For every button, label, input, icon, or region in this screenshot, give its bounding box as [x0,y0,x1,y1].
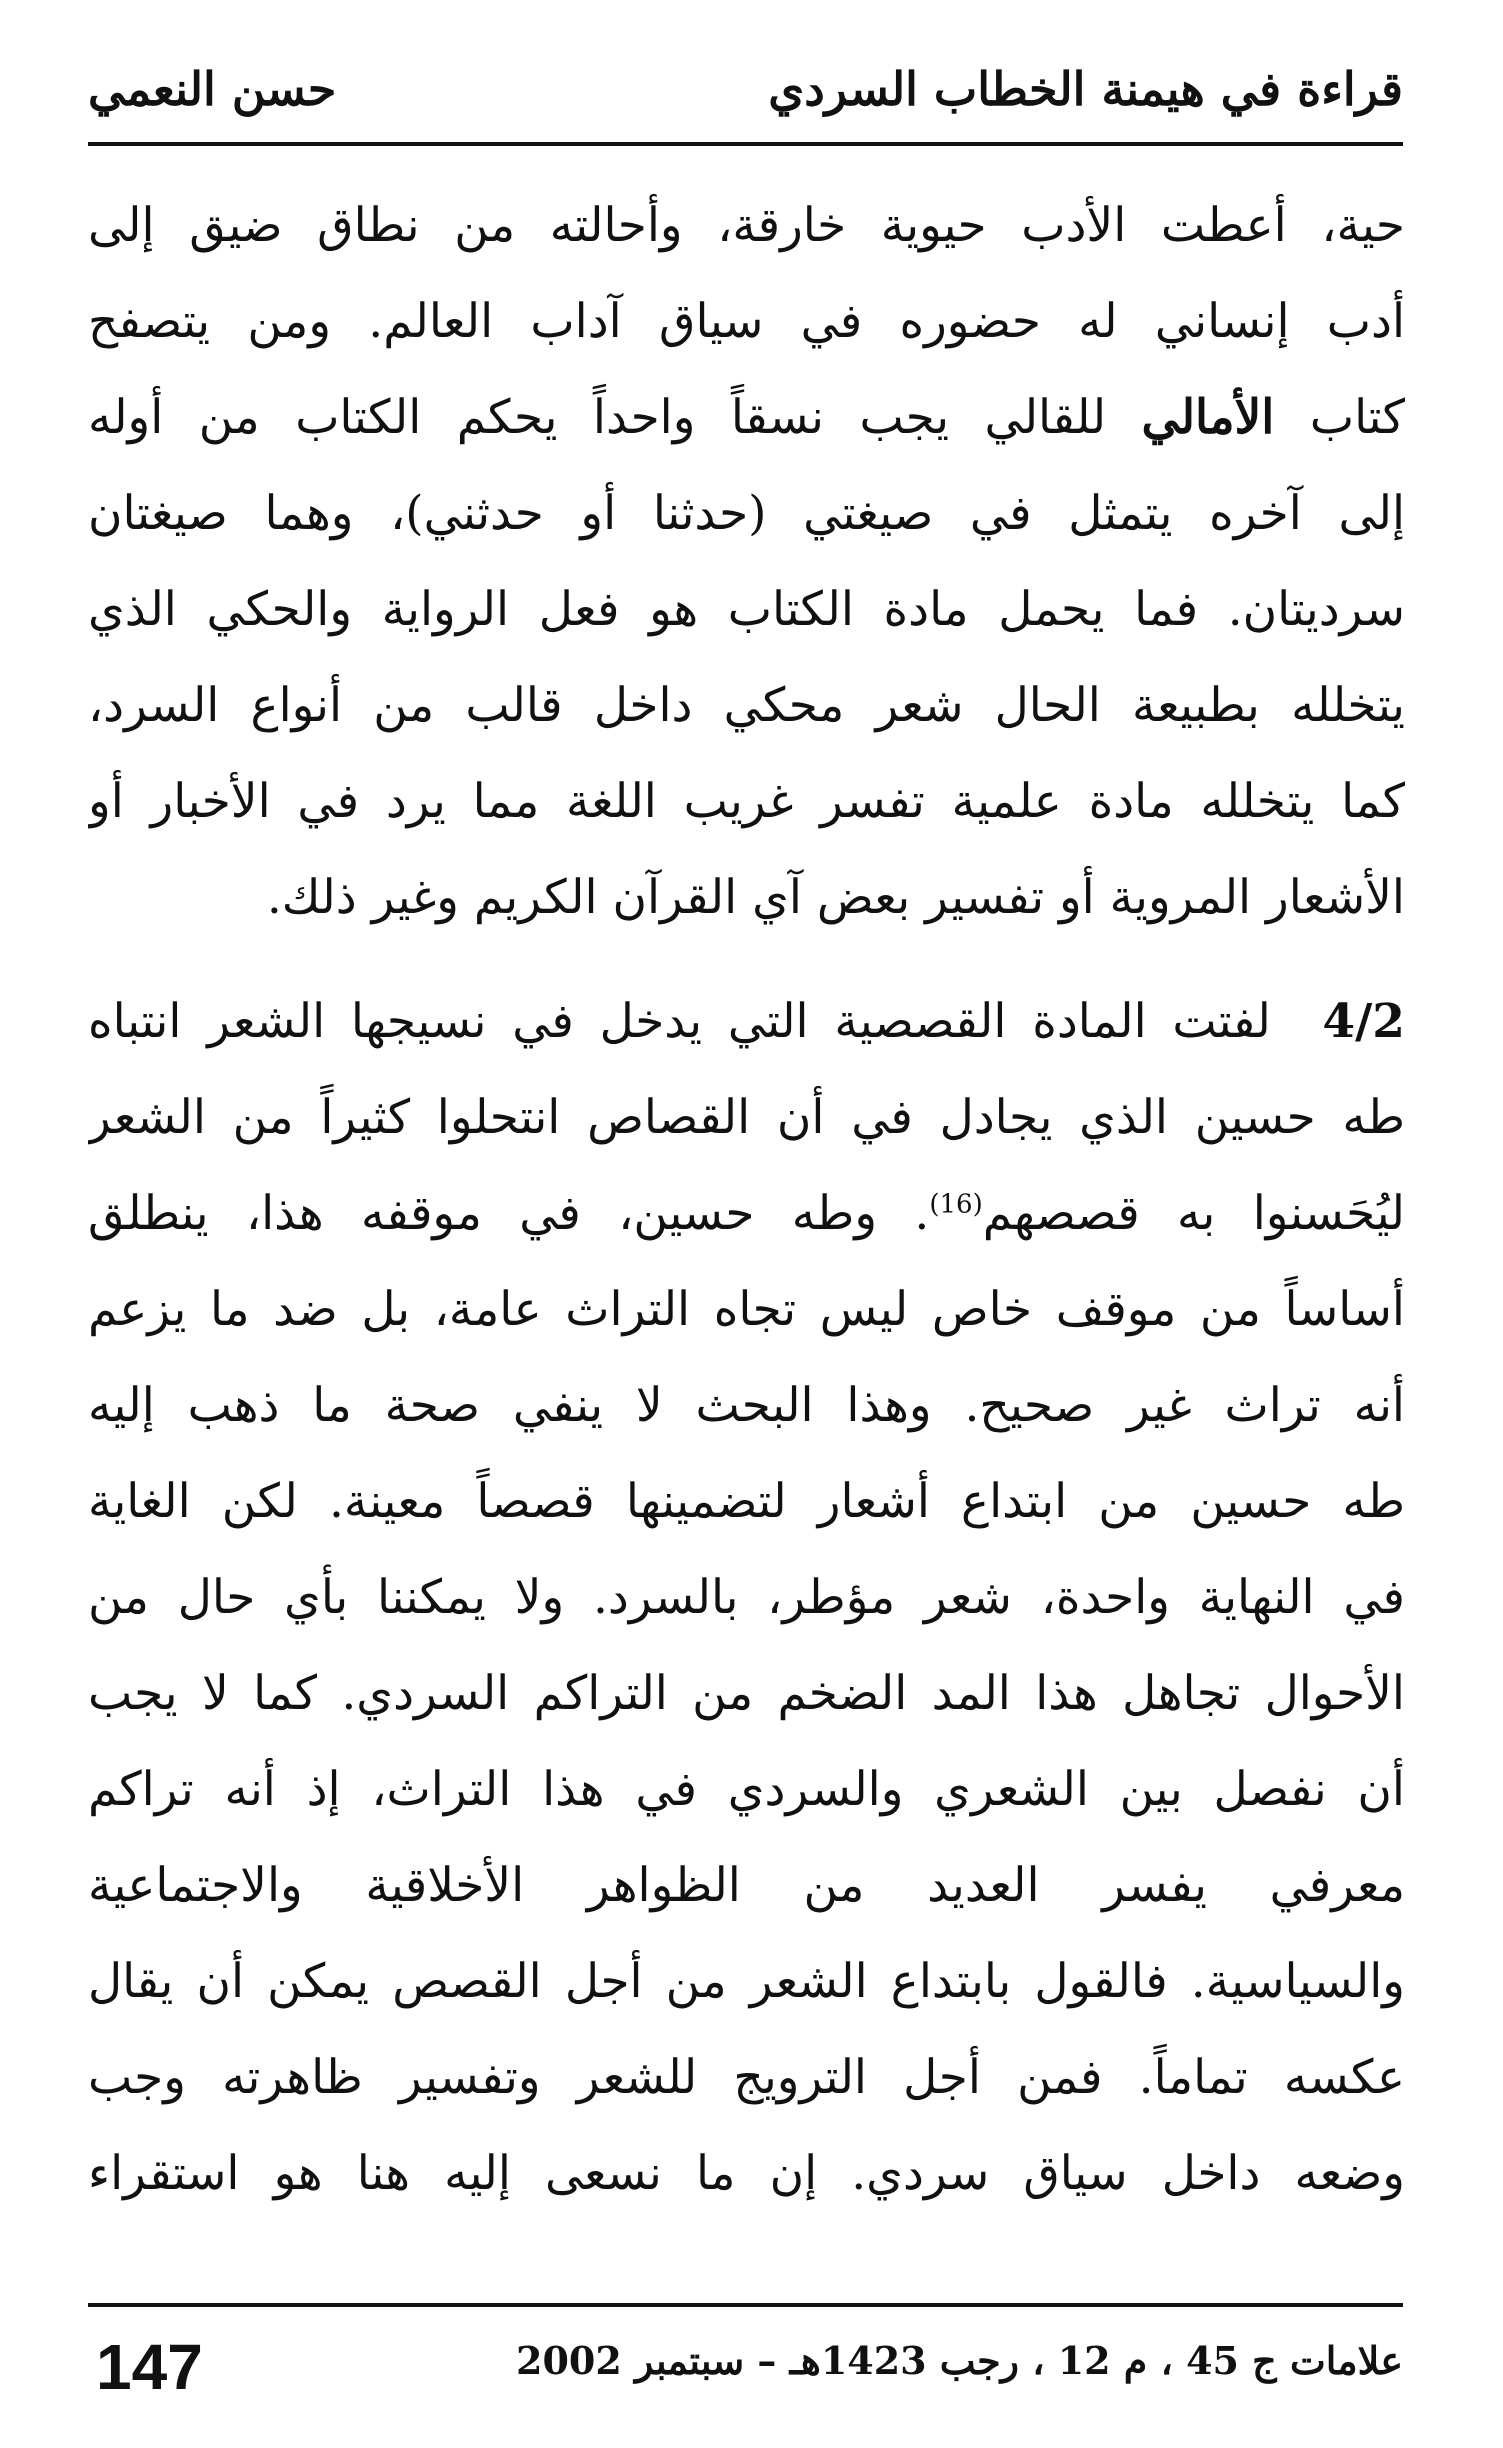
text-line: إلى آخره يتمثل في صيغتي (حدثنا أو حدثني)، وهما صيغتان [88,486,1405,541]
text-line: وضعه داخل سياق سردي. إن ما نسعى إليه هنا هو استقراء [88,2146,1405,2201]
text-line: الأحوال تجاهل هذا المد الضخم من التراكم السردي. كما لا يجب [88,1666,1405,1721]
text-line [88,370,1405,466]
text-line: الأشعار المروية أو تفسير بعض آي القرآن الكريم وغير ذلك. [266,870,1405,925]
text-line: أن نفصل بين الشعري والسردي في هذا التراث، إذ أنه تراكم [88,1762,1405,1817]
text-line [88,1166,1405,1262]
paragraph-1 [88,178,1405,946]
text-fragment: ل [1091,390,1142,445]
text-line: أساساً من موقف خاص ليس تجاه التراث عامة، بل ضد ما يزعم [88,1282,1405,1337]
author-name: حسن النعمي [88,62,337,116]
footnote-reference[interactable]: (16) [929,1189,983,1220]
body-text [88,178,1405,2222]
footer-divider [88,2303,1403,2307]
text-line: أدب إنساني له حضوره في سياق آداب العالم. ومن يتصفح [88,294,1405,349]
paragraph-gap [88,946,1405,974]
journal-citation: علامات ج 45 ، م 12 ، رجب 1423هـ – سبتمبر 2002 [516,2338,1403,2383]
text-fragment: لفتت المادة القصصية التي يدخل في نسيجها الشعر انتباه [88,994,1271,1049]
text-line: عكسه تماماً. فمن أجل الترويج للشعر وتفسير ظاهرته وجب [88,2050,1405,2105]
text-fragment: . وطه حسين، في موقفه هذا، ينطلق [88,1186,930,1241]
text-line: في النهاية واحدة، شعر مؤطر، بالسرد. ولا يمكننا بأي حال من [88,1570,1405,1625]
text-fragment: كتاب [1309,390,1405,445]
text-line: والسياسية. فالقول بابتداع الشعر من أجل القصص يمكن أن يقال [88,1954,1405,2009]
text-line: طه حسين من ابتداع أشعار لتضمينها قصصاً معينة. لكن الغاية [88,1474,1405,1529]
text-line: سرديتان. فما يحمل مادة الكتاب هو فعل الرواية والحكي الذي [88,582,1405,637]
section-number: 4/2 [1322,994,1405,1049]
page-number: 147 [96,2331,203,2403]
paragraph-2 [88,974,1405,2222]
book-title: الأمالي [1141,390,1275,445]
text-line: يتخلله بطبيعة الحال شعر محكي داخل قالب من أنواع السرد، [88,678,1405,733]
text-line [88,974,1405,1070]
text-fragment: ليُحَسنوا به قصصهم [982,1186,1405,1241]
running-title: قراءة في هيمنة الخطاب السردي [768,62,1403,116]
text-line: كما يتخلله مادة علمية تفسر غريب اللغة مما يرد في الأخبار أو [88,774,1405,829]
text-line: حية، أعطت الأدب حيوية خارقة، وأحالته من نطاق ضيق إلى [88,198,1405,253]
text-fragment: لقالي يجب نسقاً واحداً يحكم الكتاب من أوله [88,390,1092,445]
page-header [88,52,1403,146]
text-line: أنه تراث غير صحيح. وهذا البحث لا ينفي صحة ما ذهب إليه [88,1378,1405,1433]
text-line: طه حسين الذي يجادل في أن القصاص انتحلوا كثيراً من الشعر [88,1090,1405,1145]
text-line: معرفي يفسر العديد من الظواهر الأخلاقية والاجتماعية [88,1858,1405,1913]
